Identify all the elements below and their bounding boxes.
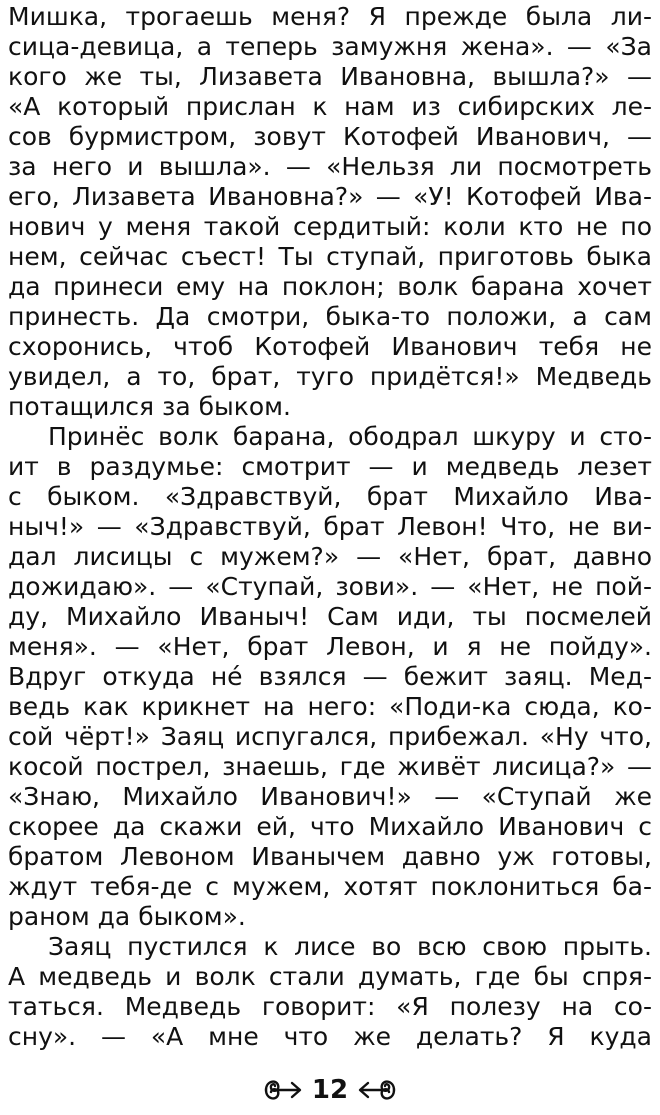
text-line: А медведь и волк стали думать, где бы спря- — [8, 962, 652, 991]
text-line: ведь как крикнет на него: «Поди-ка сюда, ко- — [8, 692, 652, 721]
page-body-text — [8, 2, 652, 1052]
paragraph-start-line: Принёс волк барана, ободрал шкуру и сто- — [48, 422, 652, 451]
text-line: схоронись, чтоб Котофей Иванович тебя не — [8, 332, 652, 361]
text-line: сну». — «А мне что же делать? Я куда — [8, 1022, 652, 1051]
text-line: нем, сейчас съест! Ты ступай, приготовь быка — [8, 242, 652, 271]
scroll-ornament-icon — [356, 1075, 398, 1105]
text-line: таться. Медведь говорит: «Я полезу на со- — [8, 992, 652, 1021]
page-number: 12 — [311, 1075, 349, 1105]
text-line: сов бурмистром, зовут Котофей Иванович, — — [8, 122, 652, 151]
text-line: сой чёрт!» Заяц испугался, прибежал. «Ну что, — [8, 722, 652, 751]
text-line: меня». — «Нет, брат Левон, и я не пойду». — [8, 632, 652, 661]
text-line: за него и вышла». — «Нельзя ли посмотреть — [8, 152, 652, 181]
text-line: дожидаю». — «Ступай, зови». — «Нет, не пой- — [8, 572, 652, 601]
text-line: его, Лизавета Ивановна?» — «У! Котофей Ива- — [8, 182, 652, 211]
scroll-ornament-icon — [262, 1075, 304, 1105]
text-line: дал лисицы с мужем?» — «Нет, брат, давно — [8, 542, 652, 571]
text-line: увидел, а то, брат, туго придётся!» Медведь — [8, 362, 652, 391]
text-line: ныч!» — «Здравствуй, брат Левон! Что, не ви- — [8, 512, 652, 541]
text-line: с быком. «Здравствуй, брат Михайло Ива- — [8, 482, 652, 511]
text-line: Мишка, трогаешь меня? Я прежде была ли- — [8, 2, 652, 31]
paragraph-start-line: Заяц пустился к лисе во всю свою прыть. — [48, 932, 652, 961]
page-footer — [0, 1072, 660, 1108]
text-line: ждут тебя-де с мужем, хотят поклониться ба- — [8, 872, 652, 901]
text-line: Вдруг откуда нé взялся — бежит заяц. Мед- — [8, 662, 652, 691]
text-line: «Знаю, Михайло Иванович!» — «Ступай же — [8, 782, 652, 811]
paragraph-end-line: раном да быком». — [8, 902, 246, 931]
text-line: нович у меня такой сердитый: коли кто не по — [8, 212, 652, 241]
text-line: «А который прислан к нам из сибирских ле- — [8, 92, 652, 121]
text-line: принесть. Да смотри, быка-то положи, а сам — [8, 302, 652, 331]
text-line: ду, Михайло Иваныч! Сам иди, ты посмелей — [8, 602, 652, 631]
text-line: да принеси ему на поклон; волк барана хочет — [8, 272, 652, 301]
text-line: кого же ты, Лизавета Ивановна, вышла?» — — [8, 62, 652, 91]
text-line: братом Левоном Иванычем давно уж готовы, — [8, 842, 652, 871]
text-line: скорее да скажи ей, что Михайло Иванович с — [8, 812, 652, 841]
text-line: сица-девица, а теперь замужня жена». — «За — [8, 32, 652, 61]
paragraph-end-line: потащился за быком. — [8, 392, 291, 421]
text-line: ит в раздумье: смотрит — и медведь лезет — [8, 452, 652, 481]
text-line: косой пострел, знаешь, где живёт лисица?» — — [8, 752, 652, 781]
